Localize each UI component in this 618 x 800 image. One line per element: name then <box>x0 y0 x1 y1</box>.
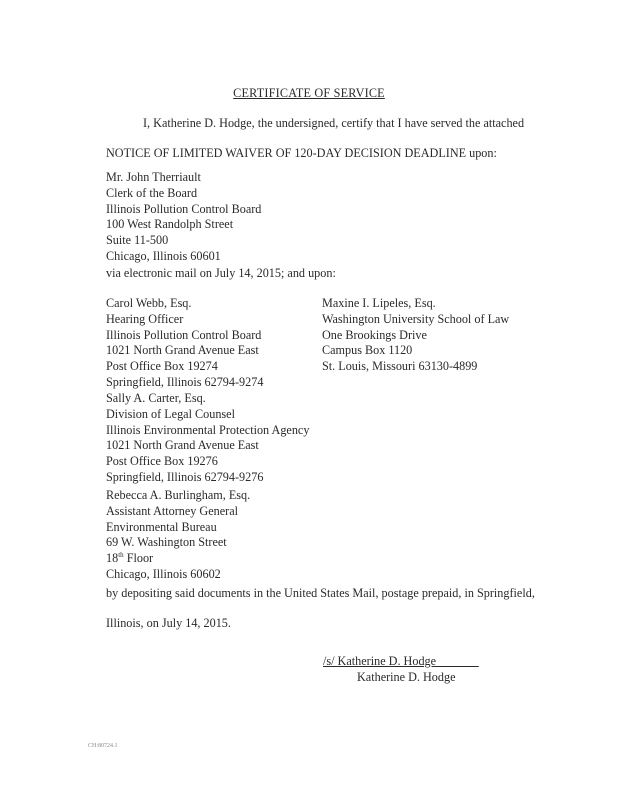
address-line: Washington University School of Law <box>322 311 510 326</box>
address-line: St. Louis, Missouri 63130-4899 <box>322 359 478 374</box>
address-line: Springfield, Illinois 62794-9276 <box>106 469 264 484</box>
address-line: Mr. John Therriault <box>106 170 201 184</box>
intro-sentence: I, Katherine D. Hodge, the undersigned, certify that I have served the attached <box>143 116 525 130</box>
address-line: Illinois Environmental Protection Agency <box>106 422 310 437</box>
served-document-line: NOTICE OF LIMITED WAIVER OF 120-DAY DECISION DEADLINE upon: <box>106 146 497 160</box>
address-line: Rebecca A. Burlingham, Esq. <box>106 488 251 502</box>
via-email-line: via electronic mail on July 14, 2015; and upon: <box>106 266 336 280</box>
floor-number: 18 <box>106 551 119 566</box>
address-line: One Brookings Drive <box>322 327 427 342</box>
mail-statement-line-1: by depositing said documents in the United States Mail, postage prepaid, in Springfield, <box>106 586 535 600</box>
address-line: 100 West Randolph Street <box>106 217 234 232</box>
address-line: 1021 North Grand Avenue East <box>106 343 259 358</box>
address-line: Post Office Box 19274 <box>106 359 218 374</box>
address-line: Hearing Officer <box>106 311 184 326</box>
address-line: Clerk of the Board <box>106 185 198 200</box>
address-line: Assistant Attorney General <box>106 503 239 518</box>
esign-text: /s/ Katherine D. Hodge <box>323 654 437 668</box>
signatory-name: Katherine D. Hodge <box>357 670 456 684</box>
address-line: Suite 11-500 <box>106 233 169 248</box>
address-line-floor <box>106 551 250 567</box>
address-line: Illinois Pollution Control Board <box>106 327 262 342</box>
electronic-signature <box>323 654 479 670</box>
address-line: Illinois Pollution Control Board <box>106 201 262 216</box>
recipient-therriault <box>106 170 261 265</box>
address-line: Division of Legal Counsel <box>106 406 235 421</box>
address-line: Maxine I. Lipeles, Esq. <box>322 296 436 310</box>
address-line: Springfield, Illinois 62794-9274 <box>106 374 264 389</box>
address-line: Environmental Bureau <box>106 519 217 534</box>
recipient-lipeles <box>322 296 509 375</box>
floor-word: Floor <box>123 551 154 566</box>
floor-suffix: th <box>118 551 124 560</box>
document-id-code: CH:80724.1 <box>88 743 118 749</box>
address-line: 1021 North Grand Avenue East <box>106 438 259 453</box>
recipient-webb <box>106 296 263 391</box>
mail-statement-line-2: Illinois, on July 14, 2015. <box>106 616 231 630</box>
address-line: Post Office Box 19276 <box>106 454 218 469</box>
address-line: Chicago, Illinois 60602 <box>106 566 221 581</box>
certificate-title: CERTIFICATE OF SERVICE <box>233 86 385 100</box>
recipient-burlingham <box>106 488 250 583</box>
address-line: Carol Webb, Esq. <box>106 296 192 310</box>
address-line: 69 W. Washington Street <box>106 535 227 550</box>
address-line: Sally A. Carter, Esq. <box>106 391 206 405</box>
address-line: Chicago, Illinois 60601 <box>106 248 221 263</box>
address-line: Campus Box 1120 <box>322 343 413 358</box>
recipient-carter <box>106 391 309 486</box>
